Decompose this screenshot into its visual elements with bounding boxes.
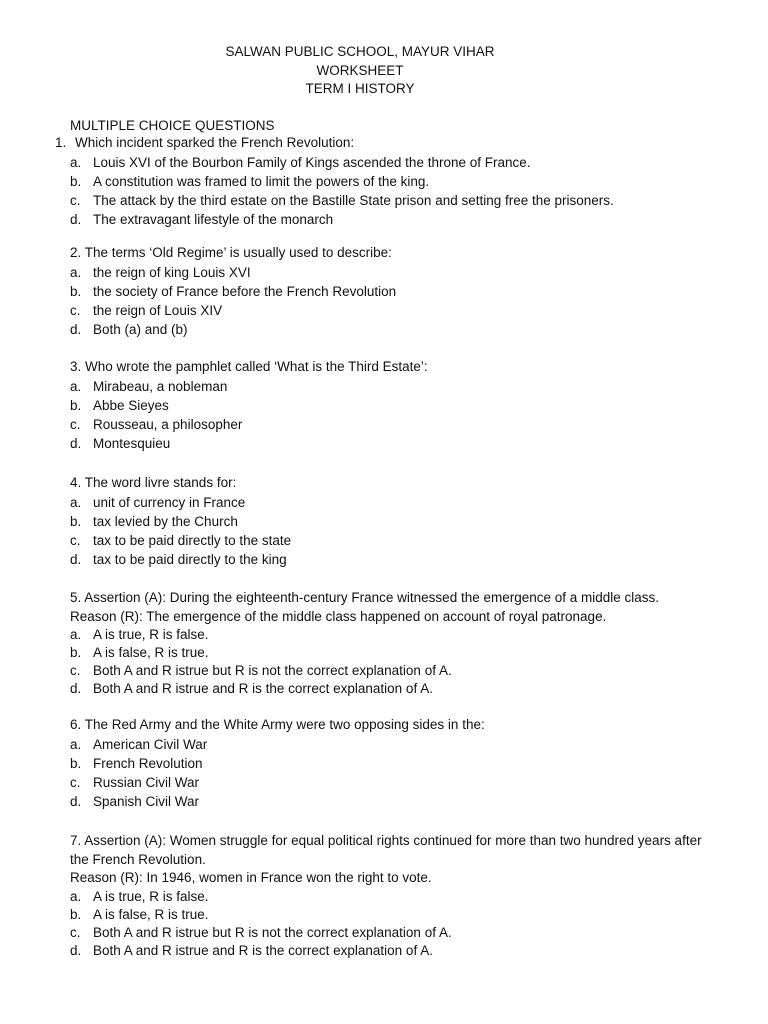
question-number: 1. <box>55 135 67 150</box>
option-d <box>70 680 720 698</box>
question-1 <box>55 134 720 229</box>
option-b <box>70 396 720 415</box>
term-title: TERM I HISTORY <box>305 81 415 96</box>
option-text: tax to be paid directly to the state <box>93 532 292 548</box>
option-letter: b. <box>70 755 82 771</box>
question-3 <box>70 358 720 453</box>
option-b <box>70 172 720 191</box>
option-b <box>70 512 720 531</box>
option-letter: d. <box>70 793 82 809</box>
option-text: A is false, R is true. <box>93 906 209 922</box>
option-text: Mirabeau, a nobleman <box>93 378 228 394</box>
option-letter: c. <box>70 774 81 790</box>
option-c <box>70 531 720 550</box>
option-text: the society of France before the French Revolution <box>93 283 397 299</box>
option-letter: b. <box>70 397 82 413</box>
option-text: French Revolution <box>93 755 203 771</box>
option-text: Spanish Civil War <box>93 793 200 809</box>
option-text: A is false, R is true. <box>93 645 209 660</box>
option-a <box>70 626 720 644</box>
option-letter: c. <box>70 532 81 548</box>
reason-text: Reason (R): In 1946, women in France won the right to vote. <box>70 870 432 885</box>
section-title: MULTIPLE CHOICE QUESTIONS <box>70 118 275 133</box>
options-list <box>70 377 720 453</box>
question-6 <box>70 716 720 811</box>
option-letter: c. <box>70 192 81 208</box>
option-text: A is true, R is false. <box>93 627 209 642</box>
option-letter: c. <box>70 416 81 432</box>
option-a <box>70 888 720 906</box>
option-text: A constitution was framed to limit the powers of the king. <box>93 173 430 189</box>
option-text: Both A and R istrue and R is the correct explanation of A. <box>93 681 433 696</box>
question-7 <box>70 832 720 960</box>
question-4 <box>70 474 720 569</box>
option-d <box>70 550 720 569</box>
option-letter: a. <box>70 627 82 642</box>
options-list <box>70 626 720 698</box>
option-d <box>70 792 720 811</box>
option-c <box>70 191 720 210</box>
option-c <box>70 662 720 680</box>
document-type: WORKSHEET <box>316 62 404 78</box>
option-b <box>70 282 720 301</box>
option-text: Montesquieu <box>93 435 171 451</box>
option-text: A is true, R is false. <box>93 888 209 904</box>
question-text: Which incident sparked the French Revolution: <box>75 135 355 150</box>
assertion-text: 5. Assertion (A): During the eighteenth-century France witnessed the emergence of a middle class. <box>70 590 660 605</box>
options-list <box>70 888 720 960</box>
option-letter: c. <box>70 663 81 678</box>
options-list <box>70 263 720 339</box>
option-c <box>70 924 720 942</box>
option-a <box>70 153 720 172</box>
option-letter: b. <box>70 173 82 189</box>
option-letter: d. <box>70 942 82 958</box>
school-name: SALWAN PUBLIC SCHOOL, MAYUR VIHAR <box>225 44 495 59</box>
question-text: 6. The Red Army and the White Army were two opposing sides in the: <box>70 717 485 732</box>
option-letter: a. <box>70 378 82 394</box>
option-text: Rousseau, a philosopher <box>93 416 243 432</box>
option-b <box>70 906 720 924</box>
option-text: The attack by the third estate on the Bastille State prison and setting free the prisoners. <box>93 192 614 208</box>
option-letter: a. <box>70 736 82 752</box>
option-letter: a. <box>70 888 82 904</box>
option-letter: d. <box>70 435 82 451</box>
option-c <box>70 301 720 320</box>
option-a <box>70 735 720 754</box>
option-text: Louis XVI of the Bourbon Family of Kings ascended the throne of France. <box>93 154 531 170</box>
option-letter: d. <box>70 211 82 227</box>
option-text: unit of currency in France <box>93 494 246 510</box>
option-text: Abbe Sieyes <box>93 397 169 413</box>
option-letter: d. <box>70 321 82 337</box>
option-a <box>70 377 720 396</box>
reason-text: Reason (R): The emergence of the middle class happened on account of royal patronage. <box>70 608 607 624</box>
question-text: 3. Who wrote the pamphlet called ‘What is the Third Estate’: <box>70 359 428 374</box>
options-list <box>70 735 720 811</box>
option-letter: d. <box>70 551 82 567</box>
option-c <box>70 773 720 792</box>
option-a <box>70 493 720 512</box>
option-letter: a. <box>70 264 82 280</box>
option-c <box>70 415 720 434</box>
option-d <box>70 434 720 453</box>
option-letter: b. <box>70 513 82 529</box>
option-text: Both A and R istrue but R is not the correct explanation of A. <box>93 663 452 678</box>
option-letter: b. <box>70 283 82 299</box>
question-text: 2. The terms ‘Old Regime’ is usually used to describe: <box>70 245 392 260</box>
option-letter: b. <box>70 645 82 660</box>
option-letter: c. <box>70 924 81 940</box>
assertion-text: 7. Assertion (A): Women struggle for equal political rights continued for more than two hundred years after the French Revolution. <box>70 833 702 867</box>
question-2 <box>70 244 720 339</box>
option-b <box>70 644 720 662</box>
question-5 <box>70 589 720 698</box>
option-d <box>70 210 720 229</box>
question-text: 4. The word livre stands for: <box>70 475 237 490</box>
option-b <box>70 754 720 773</box>
option-letter: c. <box>70 302 81 318</box>
option-text: The extravagant lifestyle of the monarch <box>93 211 334 227</box>
option-letter: b. <box>70 906 82 922</box>
option-a <box>70 263 720 282</box>
option-text: the reign of Louis XIV <box>93 302 223 318</box>
option-text: Both (a) and (b) <box>93 321 188 337</box>
option-letter: a. <box>70 154 82 170</box>
option-text: Russian Civil War <box>93 774 200 790</box>
option-d <box>70 942 720 960</box>
option-text: Both A and R istrue but R is not the correct explanation of A. <box>93 924 452 940</box>
option-letter: d. <box>70 681 82 696</box>
options-list <box>70 153 720 229</box>
option-text: tax levied by the Church <box>93 513 238 529</box>
option-text: Both A and R istrue and R is the correct explanation of A. <box>93 942 433 958</box>
options-list <box>70 493 720 569</box>
option-letter: a. <box>70 494 82 510</box>
option-text: American Civil War <box>93 736 208 752</box>
option-d <box>70 320 720 339</box>
option-text: the reign of king Louis XVI <box>93 264 251 280</box>
option-text: tax to be paid directly to the king <box>93 551 287 567</box>
document-header <box>0 43 720 99</box>
